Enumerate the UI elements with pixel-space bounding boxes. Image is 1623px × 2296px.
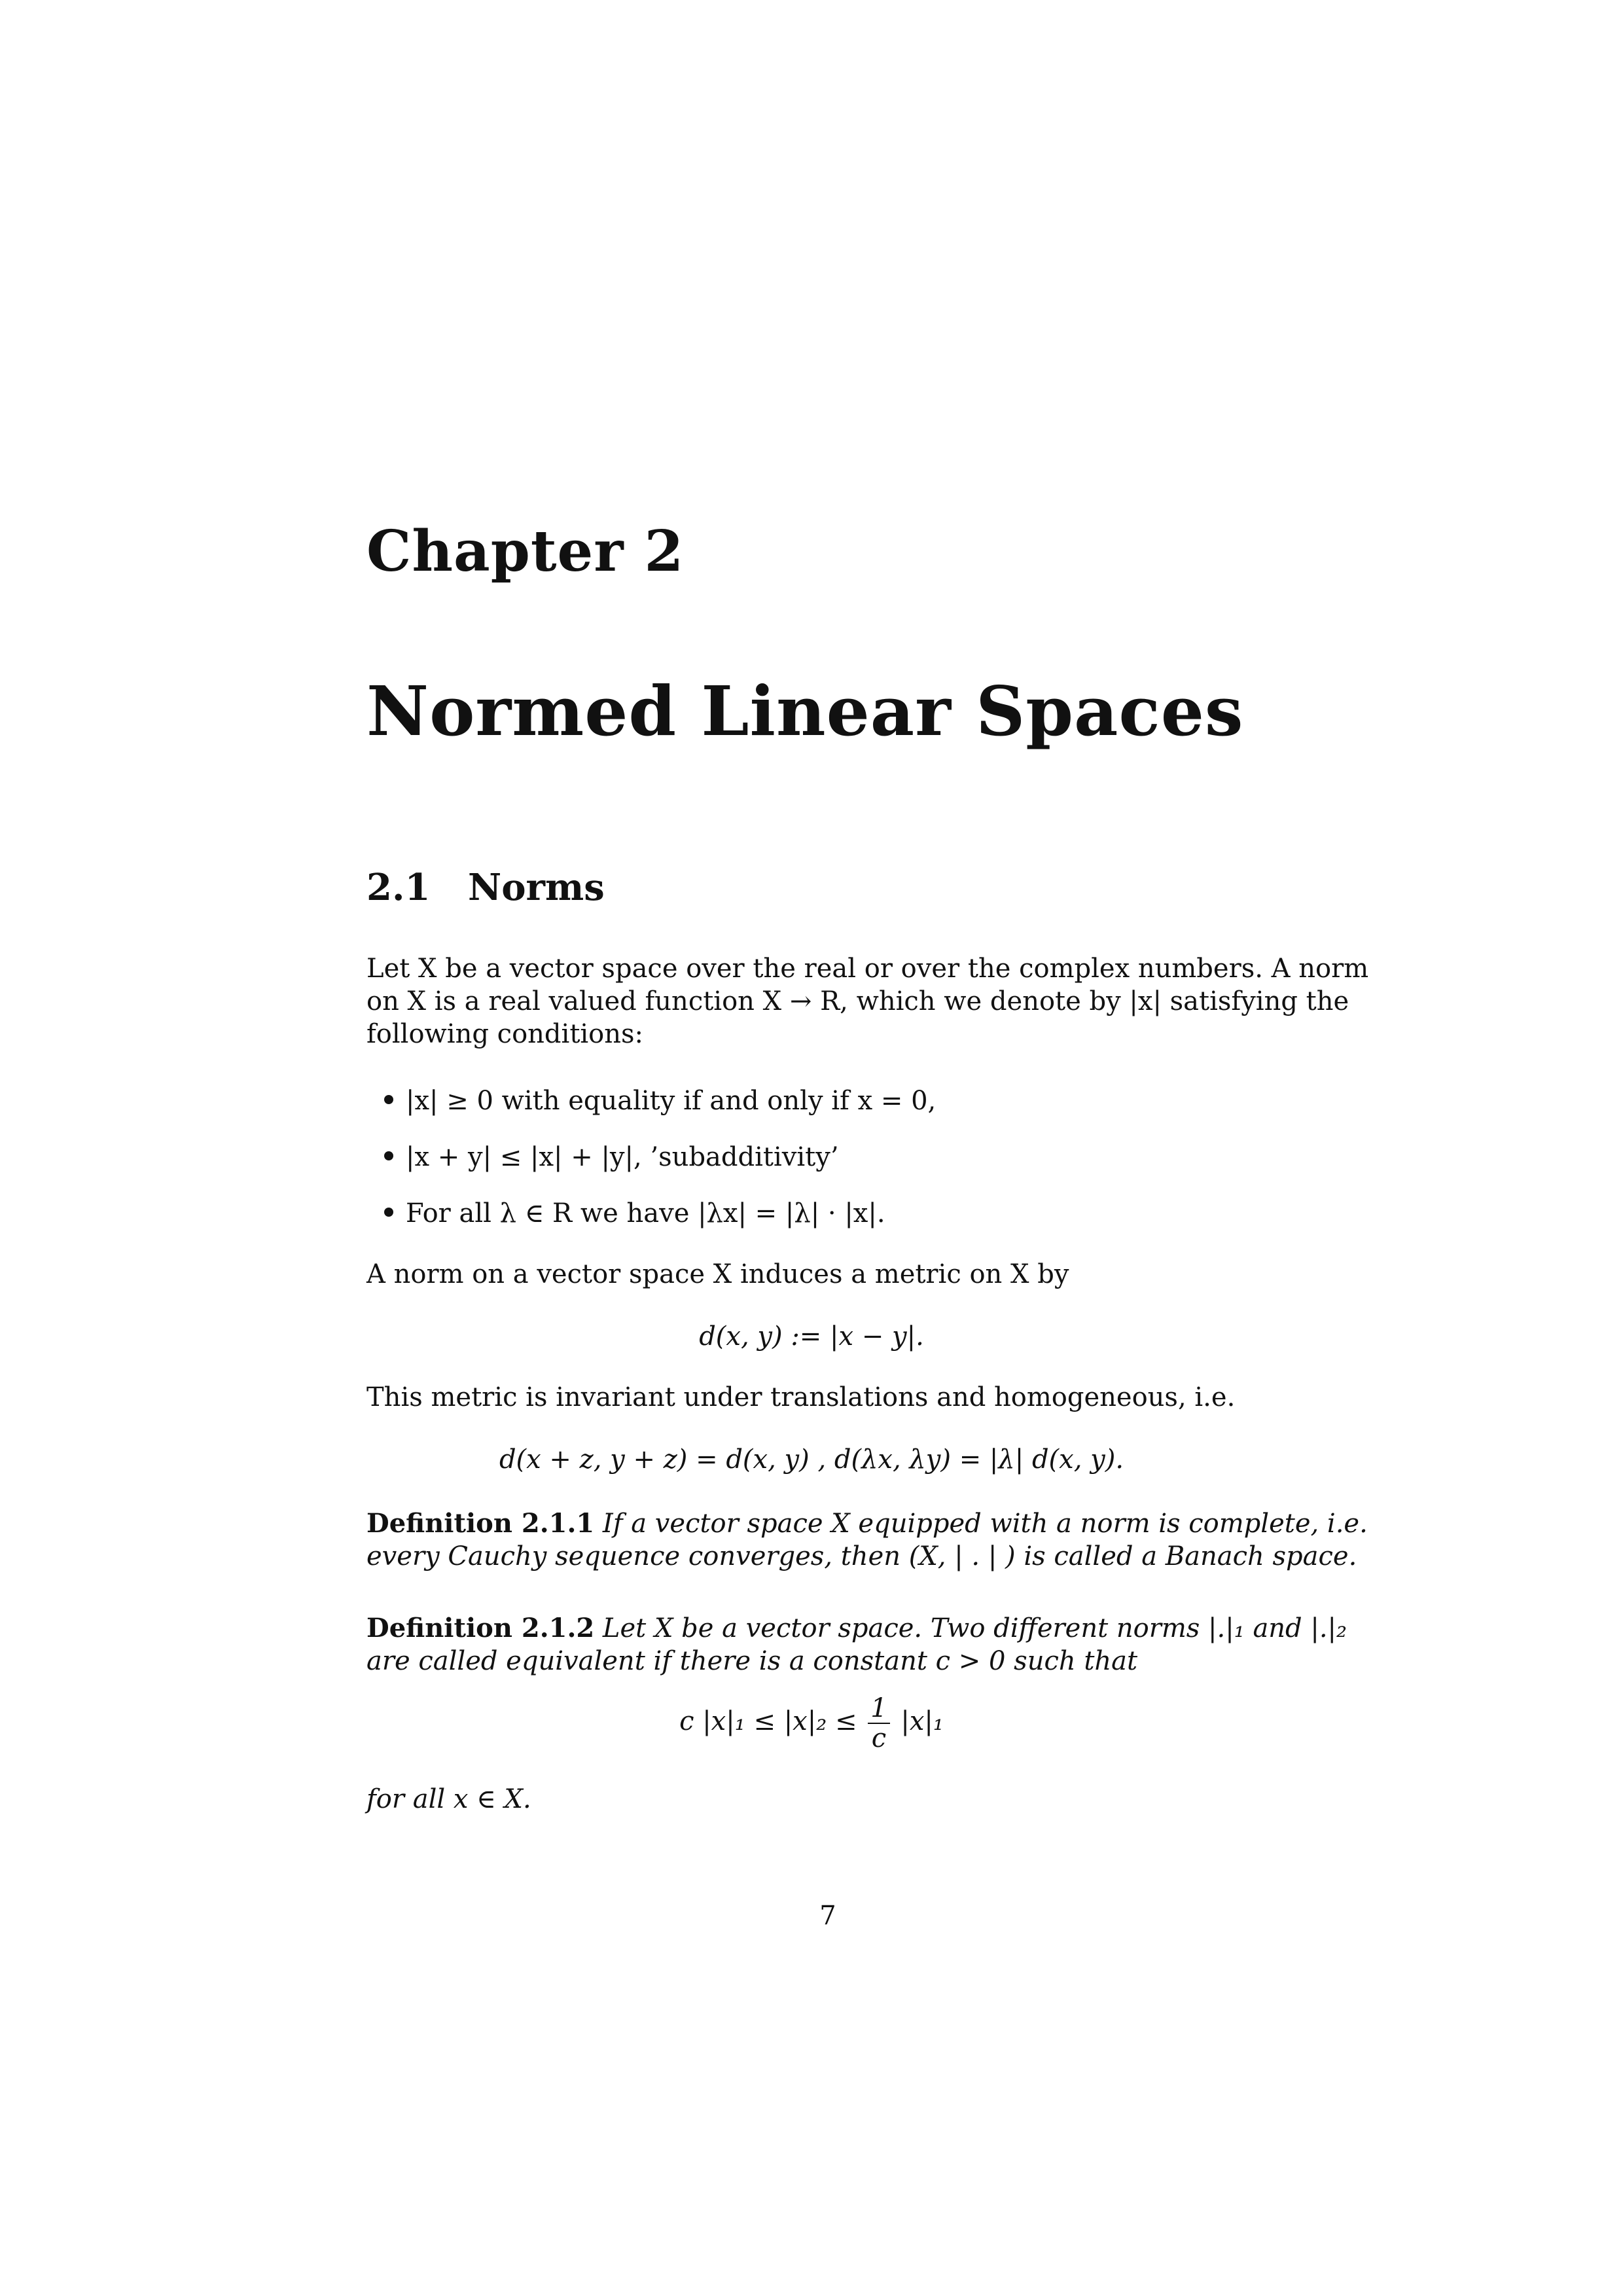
formula-left: c |x|₁ ≤ |x|₂ ≤ xyxy=(679,1706,857,1736)
definition-2-line-2: are called equivalent if there is a constant c > 0 such that xyxy=(366,1646,1138,1676)
fraction-denominator: c xyxy=(871,1723,887,1753)
page-number: 7 xyxy=(819,1901,836,1931)
condition-item xyxy=(406,1085,936,1117)
definition-2-label: Definition 2.1.2 xyxy=(366,1613,595,1643)
condition-text: |x| ≥ 0 with equality if and only if x = 0, xyxy=(406,1086,936,1116)
fraction xyxy=(868,1694,889,1753)
fraction-numerator: 1 xyxy=(868,1694,889,1724)
definition-1-line-1 xyxy=(366,1507,1368,1540)
condition-text: For all λ ∈ R we have |λx| = |λ| · |x|. xyxy=(406,1198,885,1229)
metric-formula: d(x, y) := |x − y|. xyxy=(699,1321,924,1352)
definition-2-line-1 xyxy=(366,1612,1347,1645)
section-title: Norms xyxy=(468,866,605,909)
intro-line-1: Let X be a vector space over the real or over the complex numbers. A norm xyxy=(366,954,1369,984)
definition-1-label: Definition 2.1.1 xyxy=(366,1508,595,1539)
section-number: 2.1 xyxy=(366,866,431,909)
intro-line-3: following conditions: xyxy=(366,1019,644,1049)
bullet-icon xyxy=(384,1151,393,1160)
intro-line-2: on X is a real valued function X → R, which we denote by |x| satisfying the xyxy=(366,986,1349,1016)
condition-item xyxy=(406,1197,885,1230)
metric-intro: A norm on a vector space X induces a metric on X by xyxy=(366,1259,1069,1289)
section-heading xyxy=(366,866,605,909)
bullet-icon xyxy=(384,1208,393,1217)
condition-text: |x + y| ≤ |x| + |y|, ’subadditivity’ xyxy=(406,1142,839,1172)
definition-1-text: If a vector space X equipped with a norm is complete, i.e. xyxy=(602,1509,1368,1539)
equivalence-formula xyxy=(0,1694,1623,1753)
definition-2-closing: for all x ∈ X. xyxy=(366,1784,531,1814)
definition-2-text: Let X be a vector space. Two different norms |.|₁ and |.|₂ xyxy=(602,1613,1347,1643)
invariance-formula: d(x + z, y + z) = d(x, y) , d(λx, λy) = |λ| d(x, y). xyxy=(499,1444,1124,1475)
formula-right: |x|₁ xyxy=(901,1706,944,1736)
definition-1-line-2: every Cauchy sequence converges, then (X, | . | ) is called a Banach space. xyxy=(366,1541,1357,1571)
condition-item xyxy=(406,1141,839,1174)
chapter-title: Normed Linear Spaces xyxy=(366,671,1244,751)
chapter-label: Chapter 2 xyxy=(366,518,685,584)
bullet-icon xyxy=(384,1095,393,1104)
invariance-intro: This metric is invariant under translations and homogeneous, i.e. xyxy=(366,1382,1236,1412)
